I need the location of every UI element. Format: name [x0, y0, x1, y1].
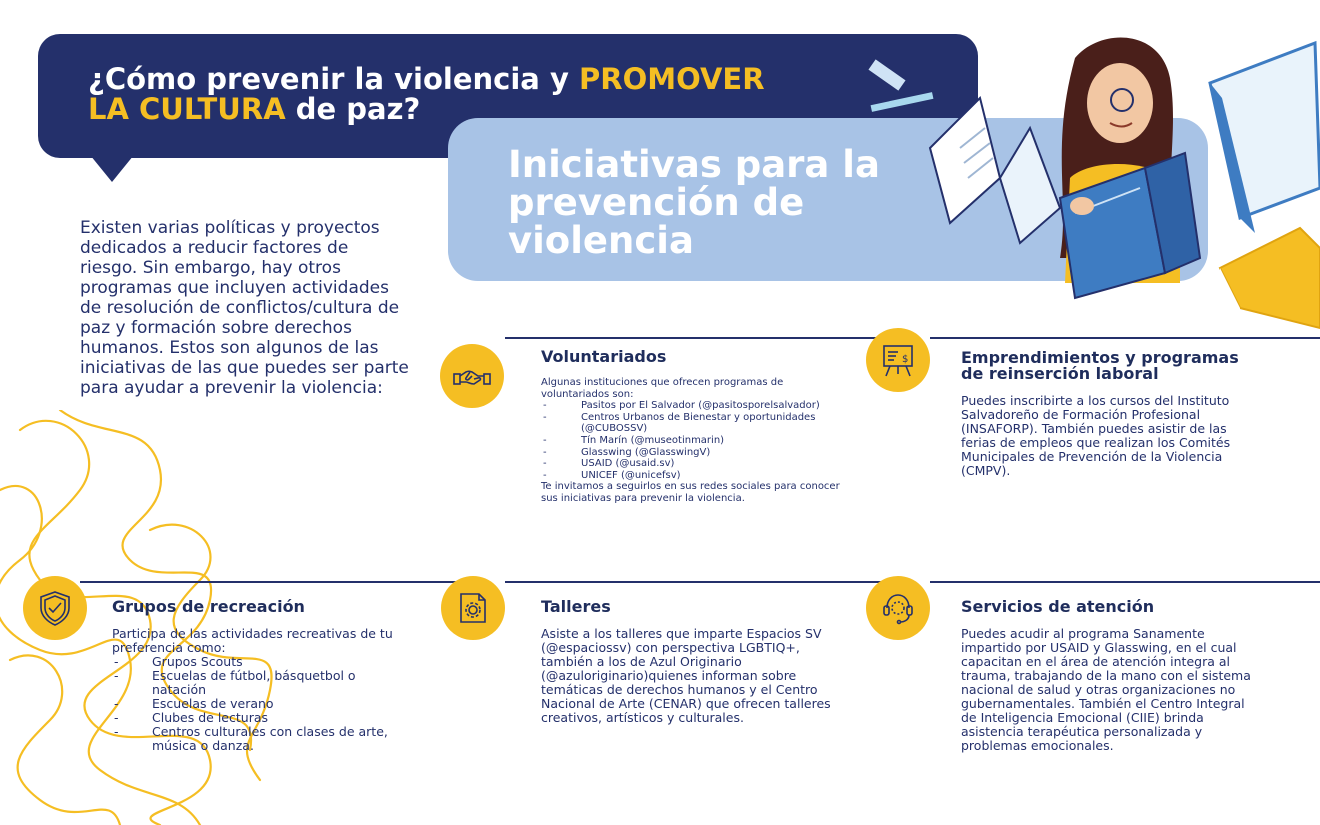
list-item: - USAID (@usaid.sv)	[541, 458, 841, 470]
list-item: - Glasswing (@GlasswingV)	[541, 447, 841, 459]
emprendimientos-title-line2: de reinserción laboral	[961, 364, 1159, 383]
voluntariados-title: Voluntariados	[541, 347, 667, 366]
talleres-title: Talleres	[541, 597, 611, 616]
list-item: - Tín Marín (@museotinmarin)	[541, 435, 841, 447]
servicios-title: Servicios de atención	[961, 597, 1155, 616]
shield-check-icon	[35, 588, 75, 628]
subtitle-line3: violencia	[508, 219, 694, 262]
voluntariados-body	[541, 377, 841, 505]
voluntariados-icon-circle	[440, 344, 504, 408]
voluntariados-intro: Algunas instituciones que ofrecen programas de voluntariados son:	[541, 377, 784, 400]
list-item: - Centros Urbanos de Bienestar y oportunidades (@CUBOSSV)	[541, 412, 841, 435]
servicios-icon-circle	[866, 576, 930, 640]
title-part1: ¿Cómo prevenir la violencia y	[88, 62, 579, 96]
list-item: - Pasitos por El Salvador (@pasitosporelsalvador)	[541, 400, 841, 412]
grupos-title: Grupos de recreación	[112, 597, 305, 616]
gear-document-icon	[453, 588, 493, 628]
list-item: - Centros culturales con clases de arte, música o danza.	[112, 725, 407, 753]
servicios-body: Puedes acudir al programa Sanamente impartido por USAID y Glasswing, en el cual capacitan en el área de atención integra al trauma, trabajando de la mano con el sistema nacional de salud y otras organizaciones no gubernamentales. También el Centro Integral de Inteligencia Emocional (CIIE) brinda asistencia terapéutica personalizada y problemas emocionales.	[961, 626, 1251, 753]
emprendimientos-icon-circle	[866, 328, 930, 392]
divider-top-right	[930, 337, 1320, 339]
list-item: - Escuelas de fútbol, básquetbol o natación	[112, 669, 407, 697]
voluntariados-outro: Te invitamos a seguirlos en sus redes sociales para conocer sus iniciativas para prevenir la violencia.	[541, 481, 840, 504]
divider-bottom-left	[80, 581, 460, 583]
yellow-book-icon	[1220, 228, 1320, 328]
title-highlight-promover: PROMOVER	[578, 62, 765, 96]
grupos-list	[112, 655, 407, 753]
grupos-intro: Participa de las actividades recreativas de tu preferencia como:	[112, 626, 393, 655]
emprendimientos-body: Puedes inscribirte a los cursos del Instituto Salvadoreño de Formación Profesional (INSAFORP). También puedes asistir de las ferias de empleos que realizan los Comités Municipales de Prevención de la Violencia (CMPV).	[961, 393, 1231, 478]
list-item: - UNICEF (@unicefsv)	[541, 470, 841, 482]
intro-paragraph: Existen varias políticas y proyectos dedicados a reducir factores de riesgo. Sin embargo, hay otros programas que incluyen actividades de resolución de conflictos/cultura de paz y formación sobre derechos humanos. Estos son algunos de las iniciativas de las que puedes ser parte para ayudar a prevenir la violencia:	[80, 218, 409, 398]
subtitle-line1: Iniciativas para la	[508, 143, 880, 186]
divider-top-middle	[505, 337, 885, 339]
open-book-icon	[930, 98, 1060, 243]
emprendimientos-title	[961, 350, 1301, 382]
voluntariados-list	[541, 400, 841, 481]
grupos-body	[112, 627, 407, 753]
talleres-body: Asiste a los talleres que imparte Espacios SV (@espaciossv) con perspectiva LGBTIQ+, también a los de Azul Originario (@azuloriginario)quienes informan sobre temáticas de derechos humanos y el Centro Nacional de Arte (CENAR) que ofrecen talleres creativos, artísticos y culturales.	[541, 626, 831, 725]
talleres-icon-circle	[441, 576, 505, 640]
title-highlight-cultura: LA CULTURA	[88, 92, 286, 126]
headset-icon	[878, 588, 918, 628]
presentation-board-icon	[878, 340, 918, 380]
list-item: - Clubes de lecturas	[112, 711, 407, 725]
page-title	[88, 64, 848, 124]
divider-bottom-right	[930, 581, 1320, 583]
flying-book-icon	[867, 58, 934, 112]
banner-tail	[86, 150, 138, 182]
list-item: - Escuelas de verano	[112, 697, 407, 711]
list-item: - Grupos Scouts	[112, 655, 407, 669]
woman-reading-illustration	[860, 28, 1320, 338]
subtitle-line2: prevención de	[508, 181, 805, 224]
big-book-icon	[1210, 43, 1320, 233]
svg-text:$: $	[902, 354, 909, 365]
divider-bottom-middle	[505, 581, 885, 583]
title-part2: de paz?	[285, 92, 421, 126]
emprendimientos-title-line1: Emprendimientos y programas	[961, 348, 1239, 367]
grupos-icon-circle	[23, 576, 87, 640]
handshake-icon	[452, 356, 492, 396]
